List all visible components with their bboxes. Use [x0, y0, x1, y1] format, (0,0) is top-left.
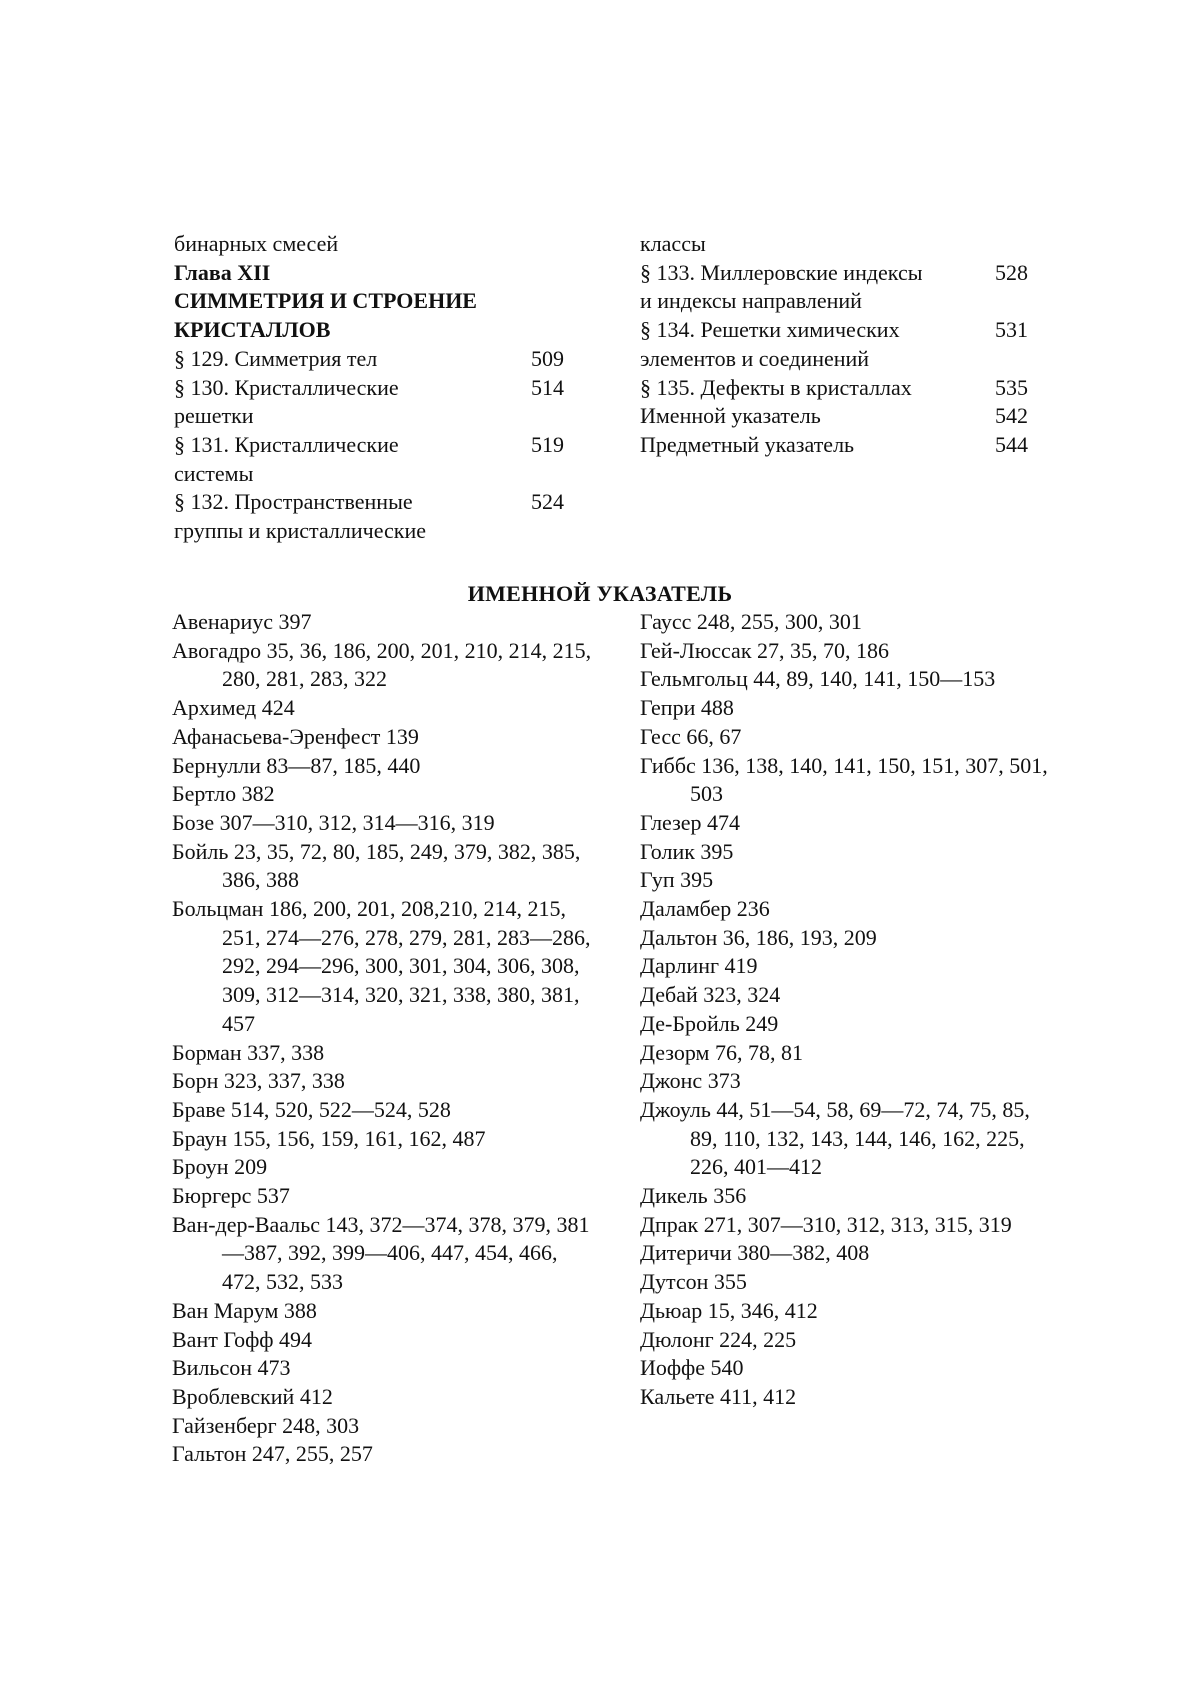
- index-entry: Броун 209: [172, 1154, 268, 1180]
- index-entry: Гуп 395: [640, 867, 714, 893]
- index-entry: Ван-дер-Ваальс 143, 372—374, 378, 379, 381—387, 392, 399—406, 447, 454, 466, 472, 532, 533: [172, 1211, 590, 1295]
- index-entry: Гельмгольц 44, 89, 140, 141, 150—153: [640, 666, 996, 692]
- toc-entry-page: 531: [995, 317, 1028, 343]
- toc-entry-page: 514: [531, 374, 564, 400]
- index-entry: Дальтон 36, 186, 193, 209: [640, 924, 877, 950]
- index-entry: Гепри 488: [640, 695, 734, 721]
- index-entry: Ван Марум 388: [172, 1297, 317, 1323]
- index-entry: Архимед 424: [172, 695, 295, 721]
- index-entry: Голик 395: [640, 838, 734, 864]
- toc-entry-page: 542: [995, 403, 1028, 429]
- index-entry: Борман 337, 338: [172, 1039, 325, 1065]
- index-left-column: [172, 608, 592, 1469]
- index-entry: Кальете 411, 412: [640, 1383, 797, 1409]
- index-entry: Браун 155, 156, 159, 161, 162, 487: [172, 1125, 486, 1151]
- index-entry: Гайзенберг 248, 303: [172, 1412, 360, 1438]
- index-entry: Борн 323, 337, 338: [172, 1068, 345, 1094]
- chapter-title: КРИСТАЛЛОВ: [174, 317, 331, 343]
- index-entry: Дитеричи 380—382, 408: [640, 1240, 870, 1266]
- toc-entry-page: 544: [995, 431, 1028, 457]
- index-entry: Бойль 23, 35, 72, 80, 185, 249, 379, 382, 385, 386, 388: [172, 838, 581, 893]
- index-entry: Гальтон 247, 255, 257: [172, 1441, 373, 1467]
- index-entry: Авенариус 397: [172, 609, 312, 634]
- toc-entry-title: § 132. Пространственные группы и кристаллические: [174, 489, 427, 544]
- toc-left-column: [174, 230, 564, 546]
- toc-right-column: [640, 230, 1028, 460]
- index-entry: Дебай 323, 324: [640, 982, 781, 1008]
- toc-entry-title: § 129. Симметрия тел: [174, 345, 378, 371]
- index-entry: Вант Гофф 494: [172, 1326, 312, 1352]
- toc-entry-page: 509: [531, 345, 564, 371]
- chapter-label: Глава XII: [174, 259, 271, 285]
- toc-entry: [174, 488, 564, 545]
- index-entry: Бертло 382: [172, 781, 275, 807]
- index-entry: Дутсон 355: [640, 1269, 747, 1295]
- toc-entry: [174, 431, 564, 488]
- toc-entry-title: § 131. Кристаллические системы: [174, 431, 399, 486]
- index-entry: Глезер 474: [640, 809, 741, 835]
- index-entry: Гесс 66, 67: [640, 723, 742, 749]
- index-entry: Вроблевский 412: [172, 1383, 333, 1409]
- toc-line: классы: [640, 231, 706, 256]
- toc-entry-title: § 130. Кристаллические решетки: [174, 374, 399, 429]
- index-entry: Дарлинг 419: [640, 953, 758, 979]
- index-entry: Дьюар 15, 346, 412: [640, 1297, 818, 1323]
- index-entry: Гей-Люссак 27, 35, 70, 186: [640, 637, 890, 663]
- toc-entry-title: § 135. Дефекты в кристаллах: [640, 374, 912, 400]
- index-entry: Браве 514, 520, 522—524, 528: [172, 1096, 451, 1122]
- index-entry: Авогадро 35, 36, 186, 200, 201, 210, 214, 215, 280, 281, 283, 322: [172, 637, 592, 692]
- index-entry: Гаусс 248, 255, 300, 301: [640, 609, 862, 634]
- toc-entry: [174, 345, 564, 374]
- toc-line: бинарных смесей: [174, 231, 339, 256]
- index-entry: Дюлонг 224, 225: [640, 1326, 797, 1352]
- toc-entry-title: § 133. Миллеровские индексы и индексы направлений: [640, 259, 923, 314]
- index-entry: Джоуль 44, 51—54, 58, 69—72, 74, 75, 85, 89, 110, 132, 143, 144, 146, 162, 225, 226, 401—412: [640, 1096, 1030, 1180]
- index-entry: Бернулли 83—87, 185, 440: [172, 752, 421, 778]
- chapter-title: СИММЕТРИЯ И СТРОЕНИЕ: [174, 288, 477, 314]
- index-entry: Гиббс 136, 138, 140, 141, 150, 151, 307, 501, 503: [640, 752, 1048, 807]
- index-right-column: [640, 608, 1050, 1412]
- toc-entry: [640, 431, 1028, 460]
- toc-entry-title: Именной указатель: [640, 403, 821, 429]
- index-entry: Дезорм 76, 78, 81: [640, 1039, 803, 1065]
- toc-entry: [640, 374, 1028, 403]
- index-entry: Иоффе 540: [640, 1355, 744, 1381]
- toc-entry-title: Предметный указатель: [640, 431, 855, 457]
- index-entry: Больцман 186, 200, 201, 208,210, 214, 215, 251, 274—276, 278, 279, 281, 283—286, 292, 294—296, 300, 301, 304, 306, 308, 309, 312—314, 320, 321, 338, 380, 381, 457: [172, 896, 591, 1036]
- toc-entry: [640, 316, 1028, 373]
- index-entry: Бозе 307—310, 312, 314—316, 319: [172, 809, 495, 835]
- toc-entry-page: 519: [531, 431, 564, 457]
- index-heading: ИМЕННОЙ УКАЗАТЕЛЬ: [467, 581, 733, 606]
- toc-entry: [174, 374, 564, 431]
- toc-entry-page: 524: [531, 489, 564, 515]
- toc-entry-page: 535: [995, 374, 1028, 400]
- toc-entry-title: § 134. Решетки химических элементов и соединений: [640, 317, 900, 371]
- index-entry: Дикель 356: [640, 1183, 747, 1209]
- toc-entry: [640, 259, 1028, 316]
- index-entry: Вильсон 473: [172, 1355, 291, 1381]
- index-entry: Джонс 373: [640, 1068, 741, 1094]
- index-entry: Афанасьева-Эренфест 139: [172, 723, 419, 749]
- index-entry: Бюргерс 537: [172, 1183, 290, 1209]
- index-entry: Даламбер 236: [640, 896, 770, 922]
- index-entry: Дпрак 271, 307—310, 312, 313, 315, 319: [640, 1211, 1012, 1237]
- toc-entry: [640, 402, 1028, 431]
- toc-entry-page: 528: [995, 259, 1028, 285]
- index-entry: Де-Бройль 249: [640, 1010, 779, 1036]
